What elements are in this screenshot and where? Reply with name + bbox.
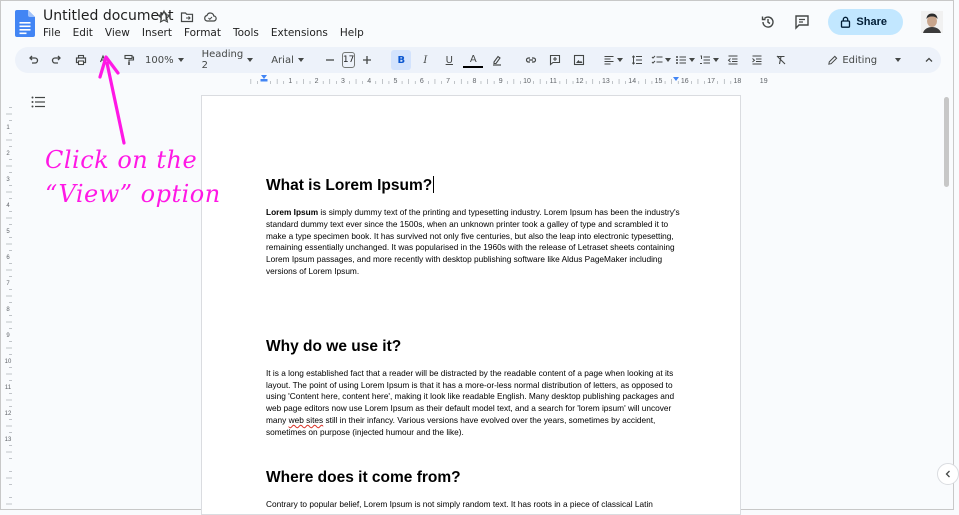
image-icon xyxy=(573,54,585,66)
undo-button[interactable] xyxy=(23,50,43,70)
zoom-value: 100% xyxy=(145,54,174,66)
align-left-icon xyxy=(603,54,615,66)
chevron-down-icon xyxy=(247,58,253,62)
heading-why-use-it[interactable]: Why do we use it? xyxy=(266,337,402,355)
ruler-tick-label: 4 xyxy=(367,78,372,85)
ruler-tick-label: 19 xyxy=(759,78,768,85)
chevron-down-icon xyxy=(617,58,623,62)
ruler-tick-label: 7 xyxy=(6,281,10,287)
ruler-tick-label: 8 xyxy=(472,78,477,85)
decrease-indent-icon xyxy=(727,54,739,66)
decrease-font-size-button[interactable] xyxy=(320,50,340,70)
chevron-down-icon xyxy=(689,58,695,62)
ruler-tick-label: 4 xyxy=(6,203,10,209)
menu-view[interactable]: View xyxy=(104,27,130,39)
style-value: Heading 2 xyxy=(201,49,244,71)
menu-bar xyxy=(37,27,370,39)
ruler-tick-label: 9 xyxy=(6,333,10,339)
history-icon[interactable] xyxy=(760,14,776,30)
ruler-tick-label: 2 xyxy=(314,78,319,85)
increase-indent-button[interactable] xyxy=(747,50,767,70)
cloud-status-icon[interactable] xyxy=(203,10,217,24)
highlighter-icon xyxy=(491,54,503,66)
numbered-list-icon xyxy=(699,54,711,66)
ruler-tick-label: 6 xyxy=(419,78,424,85)
link-icon xyxy=(525,54,537,66)
insert-image-button[interactable] xyxy=(569,50,589,70)
editing-mode-select[interactable] xyxy=(823,50,905,70)
menu-tools[interactable]: Tools xyxy=(232,27,259,39)
annotation-arrow xyxy=(97,53,137,149)
header xyxy=(1,1,955,45)
chevron-down-icon xyxy=(298,58,304,62)
ruler-tick-label: 10 xyxy=(4,359,12,365)
side-panel-toggle-button[interactable] xyxy=(937,463,959,485)
print-button[interactable] xyxy=(71,50,91,70)
heading-where-from[interactable]: Where does it come from? xyxy=(266,468,461,486)
decrease-indent-button[interactable] xyxy=(723,50,743,70)
paragraph-text: is simply dummy text of the printing and typesetting industry. Lorem Ipsum has been the industry's standard dummy text ever since the 1500s, when an unknown printer took a galley of type and scrambled it to make a type specimen book. It has survived not only five centuries, but also the leap into electronic typesetting, remaining essentially unchanged. It was popularised in the 1960s with the release of Letraset sheets containing Lorem Ipsum passages, and more recently with desktop publishing software like Aldus PageMaker including versions of Lorem Ipsum. xyxy=(266,207,680,276)
ruler-tick-label: 2 xyxy=(6,151,10,157)
menu-insert[interactable]: Insert xyxy=(141,27,172,39)
highlight-button[interactable] xyxy=(487,50,507,70)
font-size-input[interactable]: 17 xyxy=(342,52,355,68)
user-avatar-icon xyxy=(921,11,943,33)
bulleted-list-icon xyxy=(675,54,687,66)
ruler-tick-label: 3 xyxy=(340,78,345,85)
paragraph-3[interactable]: Contrary to popular belief, Lorem Ipsum is not simply random text. It has roots in a piece of classical Latin xyxy=(266,498,653,509)
vertical-scrollbar[interactable] xyxy=(944,97,949,187)
heading-what-is-lorem-ipsum[interactable] xyxy=(266,176,680,195)
add-comment-icon xyxy=(549,54,561,66)
avatar[interactable] xyxy=(921,11,943,33)
print-icon xyxy=(75,54,87,66)
redo-icon xyxy=(51,54,63,66)
misspelled-word[interactable]: web sites xyxy=(288,414,324,425)
line-spacing-icon xyxy=(631,54,643,66)
ruler-tick-label: 1 xyxy=(6,125,10,131)
menu-edit[interactable]: Edit xyxy=(72,27,93,39)
paragraph-2[interactable] xyxy=(266,368,680,439)
minus-icon xyxy=(324,54,336,66)
undo-icon xyxy=(27,54,39,66)
star-icon[interactable] xyxy=(157,10,171,24)
plus-icon xyxy=(361,54,373,66)
increase-indent-icon xyxy=(751,54,763,66)
ruler-tick-label: 12 xyxy=(575,78,584,85)
ruler-tick-label: 10 xyxy=(523,78,531,85)
ruler-tick-label: 5 xyxy=(6,229,10,235)
font-select[interactable] xyxy=(267,50,308,70)
paragraph-1[interactable] xyxy=(266,207,680,278)
ruler-tick-label: 8 xyxy=(6,307,10,313)
editing-mode-label: Editing xyxy=(842,54,878,66)
chevron-down-icon xyxy=(713,58,719,62)
chevron-down-icon xyxy=(665,58,671,62)
style-select[interactable] xyxy=(198,50,258,70)
document-body[interactable] xyxy=(266,176,680,510)
document-title[interactable]: Untitled document xyxy=(43,8,174,24)
zoom-select[interactable] xyxy=(141,50,188,70)
bulleted-list-button[interactable] xyxy=(675,50,695,70)
text-color-button[interactable]: A xyxy=(463,52,483,68)
document-page[interactable] xyxy=(201,95,741,515)
annotation-callout xyxy=(45,143,221,211)
chevron-down-icon xyxy=(895,58,901,62)
chevron-down-icon xyxy=(178,58,184,62)
chevron-left-icon xyxy=(943,469,953,479)
ruler-tick-label: 14 xyxy=(628,78,637,85)
italic-button[interactable]: I xyxy=(423,54,428,66)
ruler-tick-label: 11 xyxy=(549,78,557,85)
menu-file[interactable]: File xyxy=(43,27,61,39)
ruler-tick-label: 1 xyxy=(288,78,293,85)
left-indent-marker[interactable] xyxy=(261,79,268,82)
ruler-tick-label: 3 xyxy=(6,177,10,183)
vertical-ruler[interactable] xyxy=(3,93,13,509)
ruler-tick-label: 15 xyxy=(654,78,663,85)
ruler-tick-label: 6 xyxy=(6,255,10,261)
checklist-button[interactable] xyxy=(651,50,671,70)
ruler-tick-label: 16 xyxy=(680,78,689,85)
menu-extensions[interactable]: Extensions xyxy=(270,27,328,39)
ruler-tick-label: 11 xyxy=(4,385,12,391)
line-spacing-button[interactable] xyxy=(627,50,647,70)
font-value: Arial xyxy=(271,54,294,66)
clear-formatting-button[interactable] xyxy=(771,50,791,70)
lock-icon xyxy=(840,16,851,28)
horizontal-ruler[interactable] xyxy=(201,74,768,86)
ruler-tick-label: 18 xyxy=(733,78,742,85)
redo-button[interactable] xyxy=(47,50,67,70)
share-button[interactable] xyxy=(828,9,903,35)
heading-text: What is Lorem Ipsum? xyxy=(266,177,433,194)
ruler-tick-label: 12 xyxy=(4,411,12,417)
numbered-list-button[interactable] xyxy=(699,50,719,70)
increase-font-size-button[interactable] xyxy=(357,50,377,70)
annotation-line-1: Click on the xyxy=(45,146,198,174)
clear-formatting-icon xyxy=(775,54,787,66)
chevron-up-icon xyxy=(923,54,935,66)
hide-menus-button[interactable] xyxy=(919,50,939,70)
annotation-line-2: “View” option xyxy=(45,180,221,208)
ruler-tick-label: 13 xyxy=(4,437,12,443)
align-button[interactable] xyxy=(603,50,623,70)
ruler-tick-label: 9 xyxy=(498,78,503,85)
ruler-tick-label: 17 xyxy=(707,78,715,85)
bold-text: Lorem Ipsum xyxy=(266,207,319,217)
move-folder-icon[interactable] xyxy=(180,10,194,24)
comments-icon[interactable] xyxy=(794,14,810,30)
paragraph-text: It is a long established fact that a reader will be distracted by the readable content of a page when looking at its layout. The point of using Lorem Ipsum is that it has a more-or-less normal distribution of letters, as opposed to using 'Content here, content here', making it look like readable English. Many desktop publishing packages and web page editors now use Lorem Ipsum as their default model text, and a search for 'lorem ipsum' will uncover many xyxy=(266,367,675,425)
ruler-tick-label: 7 xyxy=(446,78,451,85)
menu-help[interactable]: Help xyxy=(339,27,364,39)
ruler-tick-label: 5 xyxy=(393,78,398,85)
underline-button[interactable]: U xyxy=(445,54,453,66)
pencil-icon xyxy=(827,55,838,66)
ruler-tick-label: 13 xyxy=(602,78,610,85)
menu-format[interactable]: Format xyxy=(183,27,221,39)
add-comment-button[interactable] xyxy=(545,50,565,70)
checklist-icon xyxy=(651,54,663,66)
text-cursor xyxy=(433,176,434,193)
share-label: Share xyxy=(856,16,887,28)
paragraph-text: still in their infancy. Various versions have evolved over the years, sometimes by accident, sometimes on purpose (injected humour and the like). xyxy=(266,414,656,437)
toolbar xyxy=(15,47,941,73)
docs-logo-icon[interactable] xyxy=(15,10,35,37)
document-outline-icon[interactable] xyxy=(31,96,45,108)
bold-button[interactable]: B xyxy=(391,50,411,70)
insert-link-button[interactable] xyxy=(521,50,541,70)
